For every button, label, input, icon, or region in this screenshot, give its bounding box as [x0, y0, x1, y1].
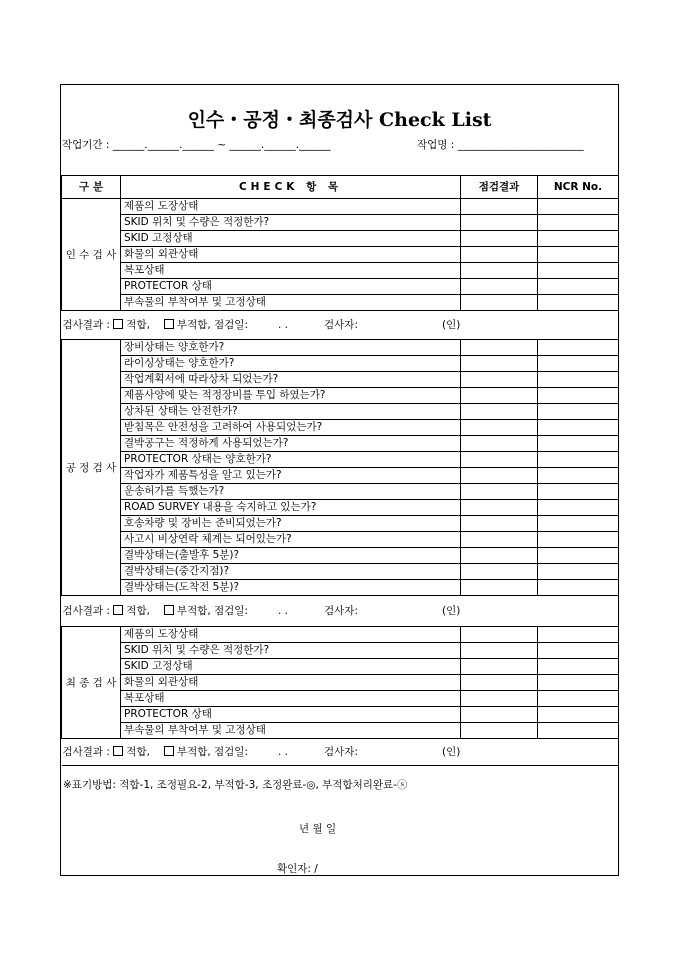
result-cell[interactable] — [461, 420, 538, 436]
check-item: 운송허가를 득했는가? — [121, 484, 461, 500]
result-cell[interactable] — [461, 580, 538, 596]
result-cell[interactable] — [461, 263, 538, 279]
date-dots: . . — [278, 604, 289, 617]
result-cell[interactable] — [461, 548, 538, 564]
result-cell[interactable] — [461, 707, 538, 723]
table-row — [62, 723, 619, 739]
result-cell[interactable] — [461, 356, 538, 372]
result-cell[interactable] — [461, 215, 538, 231]
result-cell[interactable] — [461, 659, 538, 675]
ncr-cell[interactable] — [538, 372, 619, 388]
result-cell[interactable] — [461, 484, 538, 500]
ncr-cell[interactable] — [538, 231, 619, 247]
table-row — [62, 247, 619, 263]
table-row — [62, 295, 619, 311]
result-label: 검사결과 : — [62, 604, 110, 617]
check-item: 제품사양에 맞는 적정장비를 투입 하였는가? — [121, 388, 461, 404]
check-item: 결박공구는 적정하게 사용되었는가? — [121, 436, 461, 452]
check-item: 결박상태는(출발후 5분)? — [121, 548, 461, 564]
ncr-cell[interactable] — [538, 675, 619, 691]
ncr-cell[interactable] — [538, 215, 619, 231]
result-label: 검사결과 : — [62, 745, 110, 758]
check-item: 화물의 외관상태 — [121, 675, 461, 691]
table-row — [62, 404, 619, 420]
inspector-label: 검사자: — [324, 604, 358, 617]
check-item: 결박상태는(도착전 5분)? — [121, 580, 461, 596]
seal-label: (인) — [441, 604, 461, 617]
ncr-cell[interactable] — [538, 295, 619, 311]
table-row — [62, 199, 619, 215]
table-row — [62, 388, 619, 404]
inspection-result-row — [62, 596, 619, 627]
table-row — [62, 675, 619, 691]
check-item: 작업자가 제품특성을 알고 있는가? — [121, 468, 461, 484]
check-item: 라이싱상태는 양호한가? — [121, 356, 461, 372]
check-item: 제품의 도장상태 — [121, 627, 461, 643]
result-cell[interactable] — [461, 675, 538, 691]
check-item: PROTECTOR 상태 — [121, 279, 461, 295]
result-label: 검사결과 : — [62, 318, 110, 331]
check-item: 제품의 도장상태 — [121, 199, 461, 215]
ncr-cell[interactable] — [538, 199, 619, 215]
fail-label: 부적합, 점검일: — [176, 604, 248, 617]
check-item: PROTECTOR 상태는 양호한가? — [121, 452, 461, 468]
ncr-cell[interactable] — [538, 388, 619, 404]
ncr-cell[interactable] — [538, 247, 619, 263]
check-item: SKID 위치 및 수량은 적정한가? — [121, 215, 461, 231]
table-row — [62, 372, 619, 388]
table-row — [62, 516, 619, 532]
ncr-cell[interactable] — [538, 564, 619, 580]
check-item: 사고시 비상연락 체계는 되어있는가? — [121, 532, 461, 548]
pass-label: 적합, — [126, 745, 150, 758]
check-item: 상차된 상태는 안전한가? — [121, 404, 461, 420]
check-item: 복포상태 — [121, 263, 461, 279]
inspector-label: 검사자: — [324, 745, 358, 758]
ncr-cell[interactable] — [538, 340, 619, 356]
header-check-items: CHECK 항 목 — [121, 176, 461, 199]
result-cell[interactable] — [461, 388, 538, 404]
ncr-cell[interactable] — [538, 436, 619, 452]
table-row — [62, 659, 619, 675]
header-row — [62, 176, 619, 199]
check-item: ROAD SURVEY 내용을 숙지하고 있는가? — [121, 500, 461, 516]
ncr-cell[interactable] — [538, 627, 619, 643]
result-cell[interactable] — [461, 340, 538, 356]
result-cell[interactable] — [461, 372, 538, 388]
ncr-cell[interactable] — [538, 548, 619, 564]
table-row — [62, 484, 619, 500]
table-row — [62, 691, 619, 707]
inspection-result-row — [62, 739, 619, 766]
work-period-label: 작업기간 : ______.______.______ ~ ______.______.______ — [62, 139, 331, 151]
result-cell[interactable] — [461, 500, 538, 516]
ncr-cell[interactable] — [538, 707, 619, 723]
ncr-cell[interactable] — [538, 404, 619, 420]
header-ncr: NCR No. — [538, 176, 619, 199]
table-row — [62, 436, 619, 452]
ncr-cell[interactable] — [538, 420, 619, 436]
ncr-cell[interactable] — [538, 279, 619, 295]
check-item: 호송차량 및 장비는 준비되었는가? — [121, 516, 461, 532]
table-row — [62, 263, 619, 279]
table-row — [62, 643, 619, 659]
result-cell[interactable] — [461, 404, 538, 420]
section-name: 인 수 검 사 — [62, 199, 121, 311]
table-row — [62, 356, 619, 372]
date-dots: . . — [278, 745, 289, 758]
fail-checkbox[interactable] — [164, 746, 174, 756]
check-item: 복포상태 — [121, 691, 461, 707]
fail-checkbox[interactable] — [164, 319, 174, 329]
pass-checkbox[interactable] — [113, 746, 123, 756]
check-item: 부속물의 부착여부 및 고정상태 — [121, 295, 461, 311]
table-row — [62, 340, 619, 356]
result-cell[interactable] — [461, 627, 538, 643]
pass-label: 적합, — [126, 604, 150, 617]
header-result: 점검결과 — [461, 176, 538, 199]
check-item: 장비상태는 양호한가? — [121, 340, 461, 356]
result-cell[interactable] — [461, 295, 538, 311]
table-row — [62, 452, 619, 468]
table-row — [62, 580, 619, 596]
page-title: 인수・공정・최종검사 Check List — [187, 109, 492, 131]
table-row — [62, 532, 619, 548]
table-row — [62, 707, 619, 723]
ncr-cell[interactable] — [538, 723, 619, 739]
check-item: SKID 고정상태 — [121, 231, 461, 247]
result-cell[interactable] — [461, 643, 538, 659]
inspector-label: 검사자: — [324, 318, 358, 331]
pass-checkbox[interactable] — [113, 319, 123, 329]
check-item: SKID 고정상태 — [121, 659, 461, 675]
ncr-cell[interactable] — [538, 532, 619, 548]
work-name-label: 작업명 : ________________________ — [417, 139, 584, 151]
fail-label: 부적합, 점검일: — [176, 745, 248, 758]
table-row — [62, 564, 619, 580]
check-item: 부속물의 부착여부 및 고정상태 — [121, 723, 461, 739]
ncr-cell[interactable] — [538, 659, 619, 675]
ncr-cell[interactable] — [538, 356, 619, 372]
result-cell[interactable] — [461, 532, 538, 548]
header-category: 구 분 — [62, 176, 121, 199]
ncr-cell[interactable] — [538, 643, 619, 659]
fail-label: 부적합, 점검일: — [176, 318, 248, 331]
check-item: 결박상태는(중간지점)? — [121, 564, 461, 580]
result-cell[interactable] — [461, 723, 538, 739]
check-item: 받침목은 안전성을 고려하여 사용되었는가? — [121, 420, 461, 436]
table-row — [62, 468, 619, 484]
checklist-table — [61, 175, 619, 766]
table-row — [62, 548, 619, 564]
table-row — [62, 215, 619, 231]
ncr-cell[interactable] — [538, 691, 619, 707]
section-name: 최 종 검 사 — [62, 627, 121, 739]
ncr-cell[interactable] — [538, 580, 619, 596]
confirm-line: 확인자: / — [277, 863, 318, 875]
check-item: PROTECTOR 상태 — [121, 707, 461, 723]
table-row — [62, 279, 619, 295]
seal-label: (인) — [441, 745, 461, 758]
result-cell[interactable] — [461, 247, 538, 263]
table-row — [62, 627, 619, 643]
result-cell[interactable] — [461, 452, 538, 468]
seal-label: (인) — [441, 318, 461, 331]
ncr-cell[interactable] — [538, 500, 619, 516]
check-item: 화물의 외관상태 — [121, 247, 461, 263]
date-line: 년 월 일 — [299, 823, 337, 835]
ncr-cell[interactable] — [538, 263, 619, 279]
result-cell[interactable] — [461, 199, 538, 215]
ncr-cell[interactable] — [538, 452, 619, 468]
inspection-result-row — [62, 311, 619, 340]
table-row — [62, 500, 619, 516]
fail-checkbox[interactable] — [164, 605, 174, 615]
result-cell[interactable] — [461, 691, 538, 707]
legend-text: ※표기방법: 적합-1, 조정필요-2, 부적합-3, 조정완료-◎, 부적합처리완료-ⓢ — [63, 779, 408, 791]
check-item: SKID 위치 및 수량은 적정한가? — [121, 643, 461, 659]
check-item: 작업계획서에 따라상차 되었는가? — [121, 372, 461, 388]
ncr-cell[interactable] — [538, 516, 619, 532]
pass-checkbox[interactable] — [113, 605, 123, 615]
table-row — [62, 420, 619, 436]
date-dots: . . — [278, 318, 289, 331]
section-name: 공 정 검 사 — [62, 340, 121, 596]
checklist-sheet — [60, 84, 619, 876]
result-cell[interactable] — [461, 279, 538, 295]
result-cell[interactable] — [461, 231, 538, 247]
result-cell[interactable] — [461, 564, 538, 580]
ncr-cell[interactable] — [538, 484, 619, 500]
ncr-cell[interactable] — [538, 468, 619, 484]
pass-label: 적합, — [126, 318, 150, 331]
table-row — [62, 231, 619, 247]
result-cell[interactable] — [461, 436, 538, 452]
result-cell[interactable] — [461, 516, 538, 532]
result-cell[interactable] — [461, 468, 538, 484]
